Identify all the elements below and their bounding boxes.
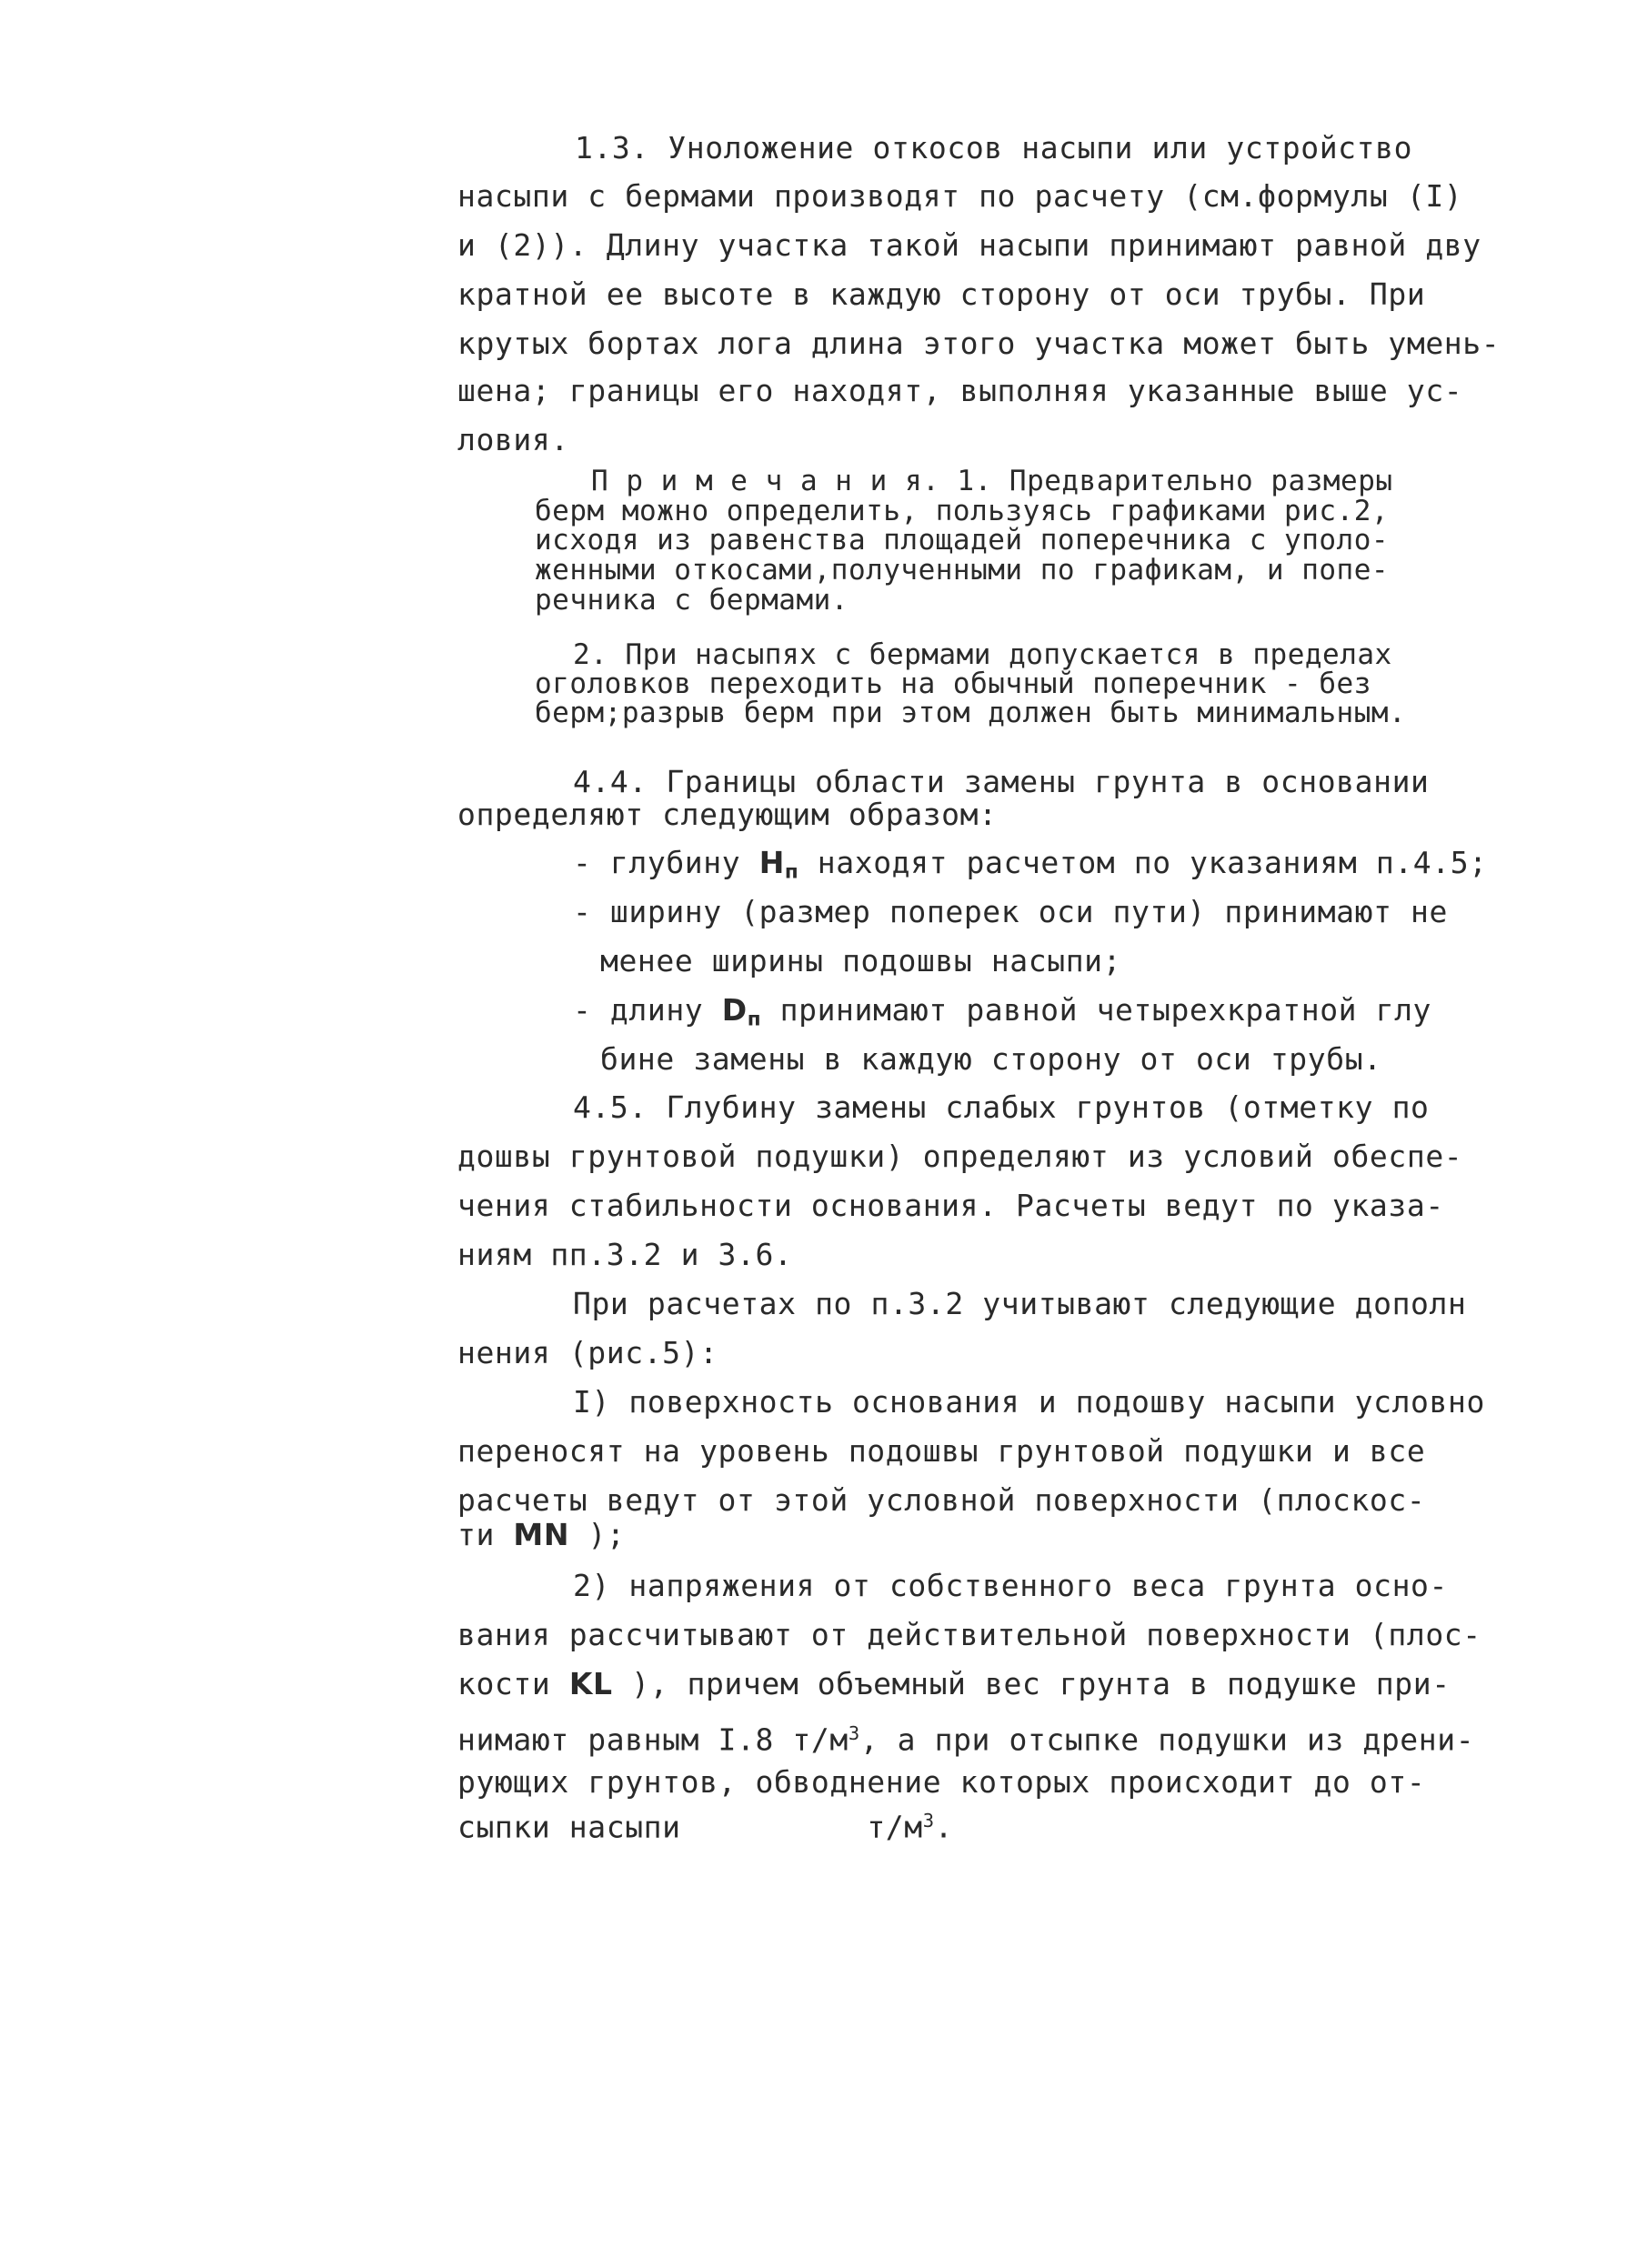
list-item: - длину $D_п$ принимают равной четырехкратной глу bbox=[573, 992, 1432, 1031]
text-line: 2) напряжения от собственного веса грунта осно- bbox=[573, 1568, 1448, 1603]
text-line: сыпки насыпи $т/м^3$. bbox=[457, 1809, 954, 1845]
text-line: 4.5. Глубину замены слабых грунтов (отметку по bbox=[573, 1089, 1430, 1125]
text-line: крутых бортах лога длина этого участка может быть умень- bbox=[457, 326, 1501, 361]
note-line: 2. При насыпях с бермами допускается в пределах bbox=[573, 638, 1392, 671]
text-line: чения стабильности основания. Расчеты ведут по указа- bbox=[457, 1188, 1444, 1223]
text-line: При расчетах по п.3.2 учитывают следующие дополн bbox=[573, 1286, 1467, 1321]
note-line: берм;разрыв берм при этом должен быть минимальным. bbox=[535, 697, 1407, 729]
text-line: бине замены в каждую сторону от оси трубы. bbox=[600, 1041, 1382, 1077]
text-line: ниям пп.3.2 и 3.6. bbox=[457, 1237, 793, 1272]
text-line: 4.4. Границы области замены грунта в основании bbox=[573, 764, 1430, 799]
text-line: переносят на уровень подошвы грунтовой подушки и все bbox=[457, 1433, 1426, 1469]
text-line: вания рассчитывают от действительной поверхности (плос- bbox=[457, 1617, 1481, 1652]
list-item: - глубину $H_п$ находят расчетом по указаниям п.4.5; bbox=[573, 845, 1488, 884]
text-line: и (2)). Длину участка такой насыпи принимают равной дву bbox=[457, 227, 1481, 263]
note-line: женными откосами,полученными по графикам, и попе- bbox=[535, 554, 1390, 587]
text-line: нимают равным I.8 $т/м^3$, а при отсыпке подушки из дрени- bbox=[457, 1721, 1475, 1758]
text-line: насыпи с бермами производят по расчету (см.формулы (I) bbox=[457, 178, 1463, 214]
text-line: определяют следующим образом: bbox=[457, 797, 998, 832]
note-line: речника с бермами. bbox=[535, 584, 849, 617]
note-line: П р и м е ч а н и я. 1. Предварительно размеры bbox=[591, 465, 1393, 497]
text-line: менее ширины подошвы насыпи; bbox=[600, 943, 1122, 978]
text-line: дошвы грунтовой подушки) определяют из условий обеспе- bbox=[457, 1139, 1463, 1174]
text-line: 1.3. Уноложение откосов насыпи или устройство bbox=[575, 130, 1413, 166]
note-line: берм можно определить, пользуясь графиками рис.2, bbox=[535, 495, 1390, 527]
list-item: - ширину (размер поперек оси пути) принимают не bbox=[573, 894, 1448, 929]
text-line: I) поверхность основания и подошву насыпи условно bbox=[573, 1384, 1485, 1420]
text-line: ловия. bbox=[457, 422, 569, 457]
note-line: оголовков переходить на обычный поперечник - без bbox=[535, 667, 1371, 700]
text-line: нения (рис.5): bbox=[457, 1335, 718, 1370]
text-line: кратной ее высоте в каждую сторону от оси трубы. При bbox=[457, 276, 1426, 312]
text-line: кости KL ), причем объемный вес грунта в подушке при- bbox=[457, 1666, 1451, 1701]
text-line: ти MN ); bbox=[457, 1517, 626, 1552]
text-line: шена; границы его находят, выполняя указанные выше ус- bbox=[457, 373, 1463, 408]
text-line: рующих грунтов, обводнение которых происходит до от- bbox=[457, 1764, 1426, 1800]
text-line: расчеты ведут от этой условной поверхности (плоскос- bbox=[457, 1482, 1426, 1518]
note-line: исходя из равенства площадей поперечника с уполо- bbox=[535, 524, 1390, 557]
